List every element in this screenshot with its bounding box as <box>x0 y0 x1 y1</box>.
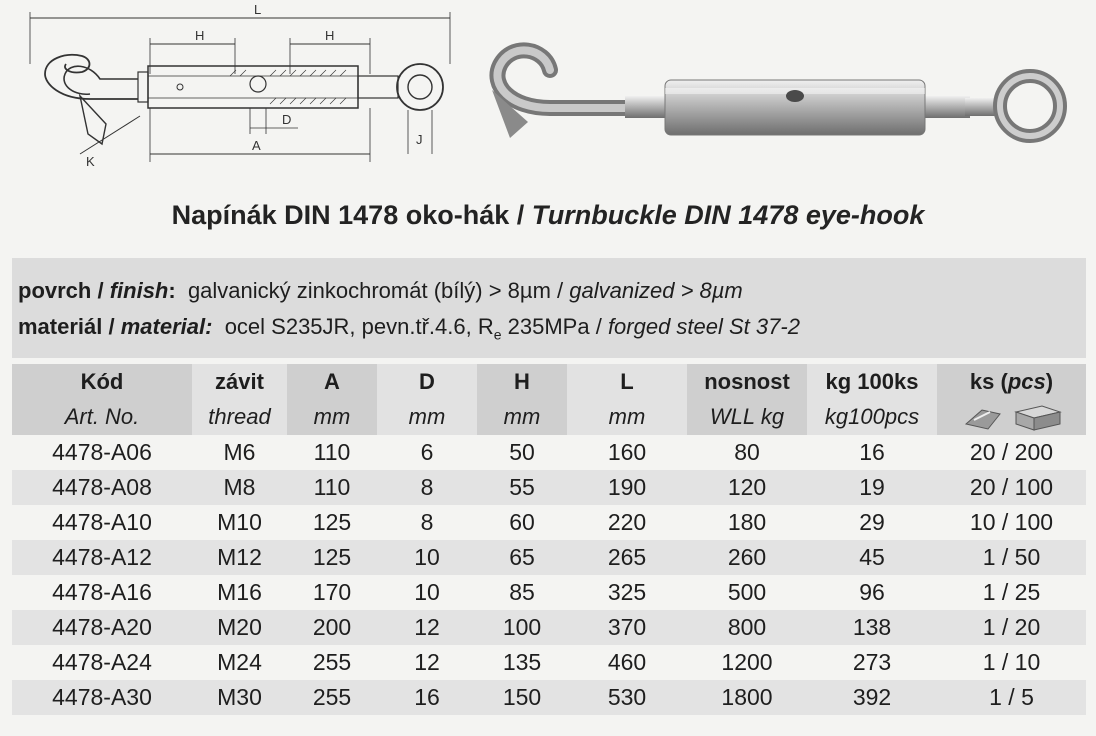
cell-code: 4478-A10 <box>52 509 152 535</box>
cell-wll: 120 <box>687 470 807 505</box>
cell-a: 200 <box>287 610 377 645</box>
spec-box <box>12 258 1086 358</box>
cell-h: 100 <box>477 610 567 645</box>
finish-colon: : <box>168 278 176 303</box>
col-sub-kg100pcs: kg100pcs <box>807 399 937 435</box>
cell-l: 460 <box>607 649 647 675</box>
cell-pcs: 20 / 100 <box>937 470 1086 505</box>
finish-line <box>18 278 743 304</box>
finish-value-cz: galvanický zinkochromát (bílý) > 8µm / <box>187 278 564 303</box>
cell-kg: 273 <box>852 649 892 675</box>
cell-a: 255 <box>287 680 377 715</box>
material-line <box>18 314 800 342</box>
cell-a: 125 <box>312 509 352 535</box>
cell-h: 135 <box>502 649 542 675</box>
material-value-en: forged steel St 37-2 <box>607 314 800 339</box>
col-sub-art: Art. No. <box>12 399 192 435</box>
cell-wll: 180 <box>727 509 767 535</box>
col-sub-mm: mm <box>567 399 687 435</box>
cell-h: 85 <box>509 579 535 605</box>
cell-d: 16 <box>377 680 477 715</box>
col-header-ks: ks (pcs) <box>937 364 1086 399</box>
dim-label-j: J <box>416 132 423 147</box>
col-sub-thread: thread <box>192 399 287 435</box>
col-header-l: L <box>567 364 687 399</box>
cell-code: 4478-A20 <box>12 610 192 645</box>
table-subheader-row <box>12 399 1086 435</box>
cell-thread: M8 <box>192 470 287 505</box>
col-header-zavit: závit <box>192 364 287 399</box>
cell-wll: 80 <box>734 439 760 465</box>
technical-drawing <box>20 4 465 189</box>
cell-wll: 800 <box>687 610 807 645</box>
cell-d: 12 <box>377 610 477 645</box>
cell-code: 4478-A08 <box>12 470 192 505</box>
cell-h: 65 <box>477 540 567 575</box>
cell-kg: 19 <box>807 470 937 505</box>
cell-pcs: 1 / 50 <box>937 540 1086 575</box>
cell-thread: M16 <box>217 579 262 605</box>
cell-thread: M30 <box>192 680 287 715</box>
material-value: ocel S235JR, pevn.tř.4.6, $R_e$ 235MPa / <box>224 314 602 343</box>
cell-wll: 1800 <box>687 680 807 715</box>
table-row <box>12 680 1086 715</box>
bag-icon <box>966 410 1000 429</box>
dim-label-l: L <box>254 4 262 17</box>
col-header-kod: Kód <box>12 364 192 399</box>
cell-d: 12 <box>414 649 440 675</box>
cell-wll: 260 <box>687 540 807 575</box>
cell-h: 60 <box>509 509 535 535</box>
title-cz: Napínák DIN 1478 oko-hák / <box>171 200 525 230</box>
cell-l: 160 <box>607 439 647 465</box>
cell-d: 8 <box>377 470 477 505</box>
cell-code: 4478-A24 <box>52 649 152 675</box>
table-row <box>12 645 1086 680</box>
col-sub-wll: WLL kg <box>687 399 807 435</box>
table-row <box>12 610 1086 645</box>
cell-a: 125 <box>287 540 377 575</box>
cell-l: 190 <box>567 470 687 505</box>
cell-l: 325 <box>607 579 647 605</box>
cell-pcs: 10 / 100 <box>969 509 1054 535</box>
cell-a: 255 <box>312 649 352 675</box>
cell-code: 4478-A16 <box>52 579 152 605</box>
cell-h: 50 <box>509 439 535 465</box>
title-en: Turnbuckle DIN 1478 eye-hook <box>531 200 925 230</box>
cell-h: 150 <box>477 680 567 715</box>
col-header-kg: kg 100ks <box>807 364 937 399</box>
col-sub-pcs-icons <box>937 399 1086 435</box>
cell-d: 10 <box>377 540 477 575</box>
page-title <box>0 200 1096 231</box>
col-header-d: D <box>377 364 477 399</box>
dim-label-d: D <box>282 112 292 127</box>
cell-kg: 29 <box>859 509 885 535</box>
finish-value-en: galvanized > 8µm <box>569 278 743 303</box>
box-icon <box>1016 406 1060 430</box>
cell-l: 370 <box>567 610 687 645</box>
spec-table <box>12 364 1086 715</box>
cell-a: 110 <box>313 439 351 465</box>
col-header-h: H <box>477 364 567 399</box>
dim-label-h-left: H <box>195 28 205 43</box>
table-row <box>12 435 1086 470</box>
cell-wll: 500 <box>727 579 767 605</box>
cell-pcs: 1 / 25 <box>982 579 1041 605</box>
material-label-cz: materiál / <box>18 314 115 339</box>
cell-d: 10 <box>414 579 440 605</box>
dim-label-h-right: H <box>325 28 335 43</box>
cell-wll: 1200 <box>721 649 773 675</box>
cell-d: 6 <box>420 439 434 465</box>
cell-l: 220 <box>607 509 647 535</box>
cell-a: 110 <box>287 470 377 505</box>
cell-thread: M24 <box>217 649 262 675</box>
col-header-a: A <box>287 364 377 399</box>
cell-kg: 392 <box>807 680 937 715</box>
table-row <box>12 575 1086 610</box>
table-header-row <box>12 364 1086 399</box>
table-row <box>12 505 1086 540</box>
product-photo <box>470 30 1080 190</box>
cell-kg: 96 <box>859 579 885 605</box>
cell-d: 8 <box>420 509 434 535</box>
cell-code: 4478-A30 <box>12 680 192 715</box>
cell-a: 170 <box>312 579 352 605</box>
table-row <box>12 540 1086 575</box>
col-sub-mm: mm <box>477 399 567 435</box>
cell-pcs: 20 / 200 <box>969 439 1054 465</box>
cell-kg: 138 <box>807 610 937 645</box>
dim-label-a: A <box>252 138 261 153</box>
col-sub-mm: mm <box>377 399 477 435</box>
cell-code: 4478-A12 <box>12 540 192 575</box>
cell-h: 55 <box>477 470 567 505</box>
cell-code: 4478-A06 <box>52 439 152 465</box>
col-sub-mm: mm <box>287 399 377 435</box>
cell-thread: M12 <box>192 540 287 575</box>
cell-thread: M6 <box>223 439 256 465</box>
col-header-nosnost: nosnost <box>687 364 807 399</box>
cell-thread: M20 <box>192 610 287 645</box>
cell-l: 530 <box>567 680 687 715</box>
cell-l: 265 <box>567 540 687 575</box>
cell-kg: 16 <box>859 439 885 465</box>
finish-label-cz: povrch / <box>18 278 104 303</box>
cell-thread: M10 <box>217 509 262 535</box>
cell-pcs: 1 / 20 <box>937 610 1086 645</box>
finish-label-en: finish <box>109 278 169 303</box>
material-label-en: material: <box>120 314 213 339</box>
cell-kg: 45 <box>807 540 937 575</box>
dim-label-k: K <box>86 154 95 169</box>
cell-pcs: 1 / 5 <box>937 680 1086 715</box>
cell-pcs: 1 / 10 <box>982 649 1041 675</box>
table-row <box>12 470 1086 505</box>
